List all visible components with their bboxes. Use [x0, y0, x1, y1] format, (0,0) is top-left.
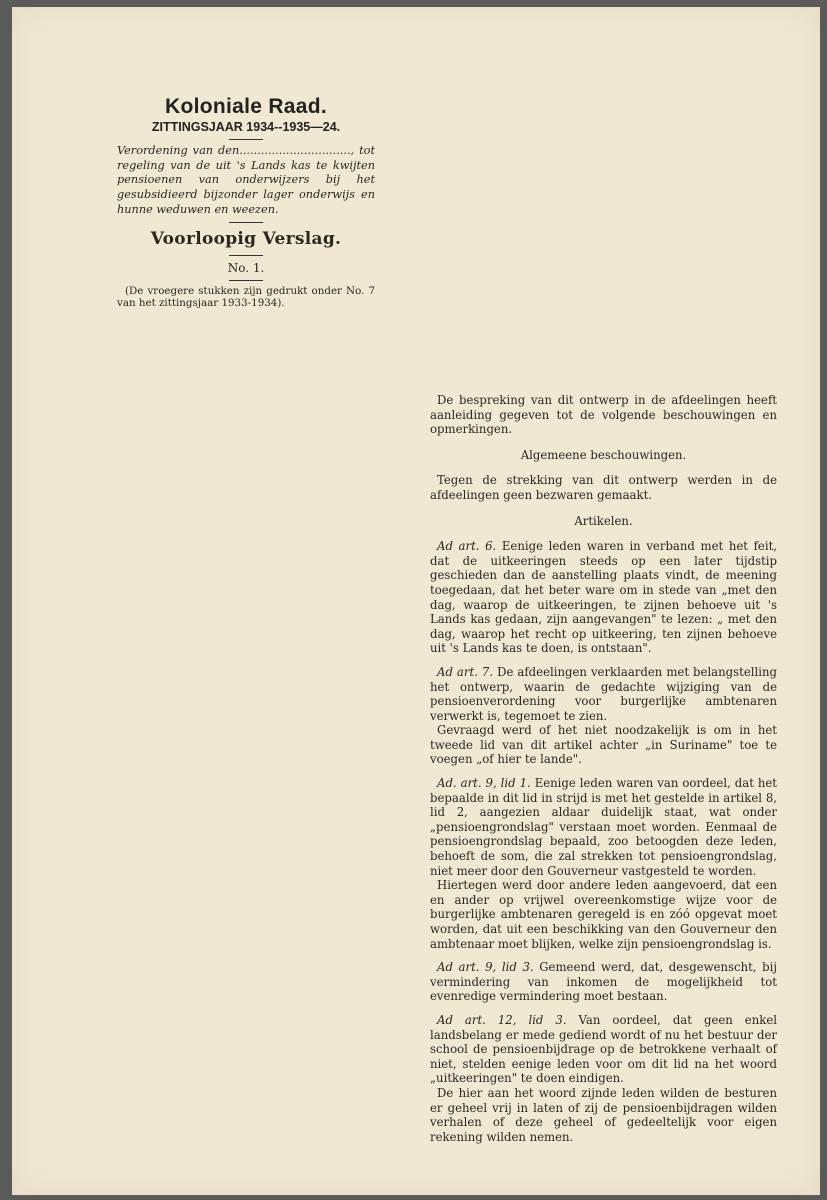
session-year: ZITTINGSJAAR 1934--1935—24.: [151, 120, 341, 134]
report-title: Voorloopig Verslag.: [150, 228, 342, 249]
report-body: [430, 393, 777, 1144]
general-heading: Algemeene beschouwingen.: [520, 447, 687, 462]
ordinance-description: Verordening van den..............................., tot regeling van de uit 's Lands kas te kwijten pensioenen van onderwijzers bij het gesubsidieerd bijzonder lager onderwijs en hunne weduwen en weezen.: [117, 144, 375, 216]
art12-lid3-label: Ad art. 12, lid 3.: [437, 1012, 567, 1027]
divider: [229, 139, 263, 140]
council-title: Koloniale Raad.: [164, 95, 328, 118]
art9-lid1-paragraph-2: Hiertegen werd door andere leden aangevoerd, dat een en ander op vrijwel overeenkomstige wijze voor de burgerlijke ambtenaren geregeld is en zóó opgevat moet worden, dat uit een beschikking van den Gouverneur den ambtenaar moet blijken, welke zijn pensioengrondslag is.: [430, 878, 777, 951]
art6-label: Ad art. 6.: [437, 539, 497, 554]
art9-lid1-paragraph: [430, 776, 777, 878]
art12-lid3-paragraph-2: De hier aan het woord zijnde leden wilden de besturen er geheel vrij in laten of zij de pensioenbijdragen wilden verhalen of deze geheel of gedeeltelijk voor eigen rekening wilden nemen.: [430, 1085, 777, 1144]
art6-text: Eenige leden waren in verband met het feit, dat de uitkeeringen steeds op een later tijdstip geschieden dan de aanstelling plaats vindt, de meening toegedaan, dat het beter ware om in stede van „met den dag, waarop de uitkeeringen, te zijnen behoeve uit 's Lands kas gedaan, zijn aangevangen" te lezen: „ met den dag, waarop het recht op uitkeering, ten zijnen behoeve uit 's Lands kas te doen, is ontstaan".: [430, 539, 777, 656]
divider: [229, 255, 263, 256]
articles-heading: Artikelen.: [574, 513, 633, 528]
art9-lid3-text: Gemeend werd, dat, desgewenscht, bij vermindering van inkomen de mogelijkheid tot evenredige vermindering moet bestaan.: [430, 960, 777, 1004]
divider: [229, 280, 263, 281]
general-paragraph: Tegen de strekking van dit ontwerp werden in de afdeelingen geen bezwaren gemaakt.: [430, 473, 777, 502]
art6-paragraph: [430, 539, 777, 656]
art9-lid1-label: Ad. art. 9, lid 1.: [437, 776, 531, 791]
header-block: [117, 95, 375, 310]
art9-lid1-text: Eenige leden waren van oordeel, dat het bepaalde in dit lid in strijd is met het gestelde in artikel 8, lid 2, aangezien aldaar duidelijk staat, wat onder „pensioengrondslag" verstaan moet worden. Eenmaal de pensioengrondslag bepaald, zoo betoogden deze leden, behoeft de som, die zal strekken tot pensioengrondslag, niet meer door den Gouverneur vastgesteld te worden.: [430, 776, 777, 878]
document-page: [12, 7, 820, 1195]
art7-paragraph-2: Gevraagd werd of het niet noodzakelijk is om in het tweede lid van dit artikel achter „in Suriname" toe te voegen „of hier te lande".: [430, 723, 777, 767]
art9-lid3-label: Ad art. 9, lid 3.: [437, 960, 534, 975]
art7-paragraph: [430, 665, 777, 723]
art12-lid3-paragraph: [430, 1013, 777, 1086]
intro-paragraph: De bespreking van dit ontwerp in de afdeelingen heeft aanleiding gegeven tot de volgende beschouwingen en opmerkingen.: [430, 393, 777, 437]
document-number: No. 1.: [227, 260, 265, 275]
art7-text: De afdeelingen verklaarden met belangstelling het ontwerp, waarin de gedachte wijziging van de pensioenverordening voor burgerlijke ambtenaren verwerkt is, tegemoet te zien.: [430, 664, 777, 723]
divider: [229, 222, 263, 223]
prior-documents-note: (De vroegere stukken zijn gedrukt onder No. 7 van het zittingsjaar 1933-1934).: [117, 284, 375, 310]
art9-lid3-paragraph: [430, 960, 777, 1004]
art7-label: Ad art. 7.: [437, 664, 494, 679]
art12-lid3-text: Van oordeel, dat geen enkel landsbelang er mede gediend wordt of nu het bestuur der school de pensioenbijdrage op de betrokkene verhaalt of niet, stelden eenige leden voor om dit lid na het woord „uitkeeringen" te doen eindigen.: [430, 1012, 777, 1086]
